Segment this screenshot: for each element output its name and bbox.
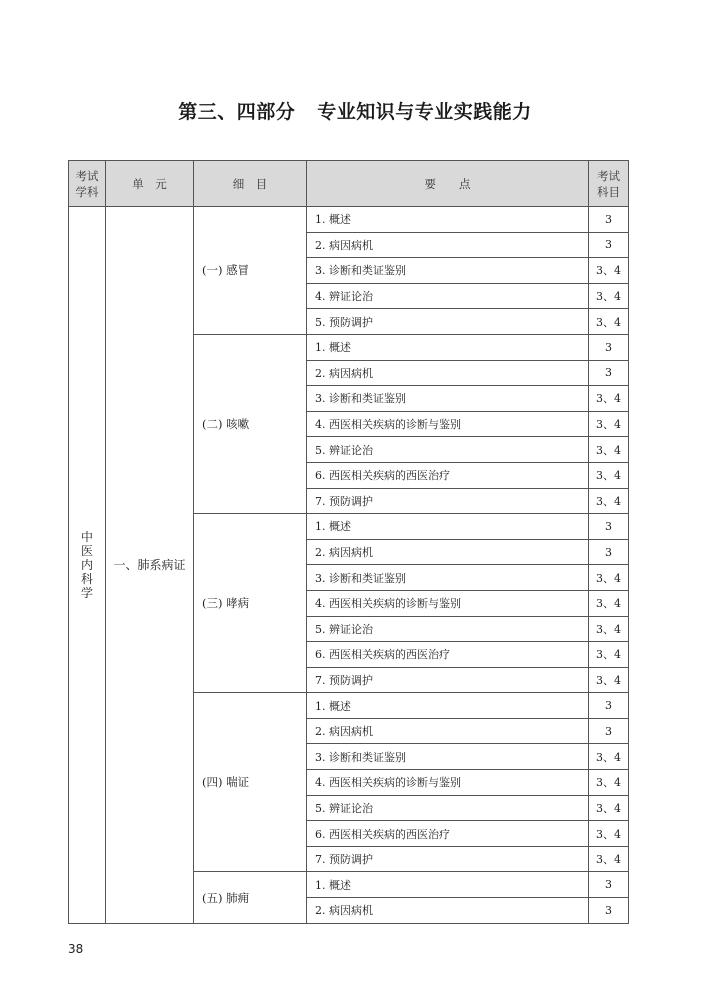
level-cell: 3、4 <box>589 770 629 796</box>
level-cell: 3、4 <box>589 565 629 591</box>
detail-cell: (三) 哮病 <box>194 514 307 693</box>
point-cell: 7. 预防调护 <box>307 846 589 872</box>
title-main: 专业知识与专业实践能力 <box>317 101 532 123</box>
page-title <box>0 97 710 124</box>
level-cell: 3、4 <box>589 667 629 693</box>
detail-cell: (四) 喘证 <box>194 693 307 872</box>
level-cell: 3 <box>589 207 629 233</box>
detail-cell: (二) 咳嗽 <box>194 334 307 513</box>
header-unit: 单 元 <box>106 161 194 207</box>
level-cell: 3 <box>589 539 629 565</box>
unit-cell: 一、肺系病证 <box>106 207 194 924</box>
level-cell: 3、4 <box>589 283 629 309</box>
point-cell: 4. 辨证论治 <box>307 283 589 309</box>
point-cell: 6. 西医相关疾病的西医治疗 <box>307 462 589 488</box>
level-cell: 3、4 <box>589 590 629 616</box>
point-cell: 7. 预防调护 <box>307 667 589 693</box>
level-cell: 3 <box>589 898 629 924</box>
point-cell: 4. 西医相关疾病的诊断与鉴别 <box>307 590 589 616</box>
point-cell: 7. 预防调护 <box>307 488 589 514</box>
point-cell: 3. 诊断和类证鉴别 <box>307 258 589 284</box>
level-cell: 3 <box>589 334 629 360</box>
page-number: 38 <box>68 942 84 956</box>
level-cell: 3、4 <box>589 386 629 412</box>
point-cell: 2. 病因病机 <box>307 539 589 565</box>
table-row <box>69 207 629 233</box>
title-part: 第三、四部分 <box>178 101 296 123</box>
point-cell: 4. 西医相关疾病的诊断与鉴别 <box>307 411 589 437</box>
level-cell: 3、4 <box>589 488 629 514</box>
header-detail: 细 目 <box>194 161 307 207</box>
point-cell: 6. 西医相关疾病的西医治疗 <box>307 642 589 668</box>
level-cell: 3、4 <box>589 462 629 488</box>
table-header-row <box>69 161 629 207</box>
header-points: 要 点 <box>307 161 589 207</box>
level-cell: 3、4 <box>589 309 629 335</box>
point-cell: 2. 病因病机 <box>307 360 589 386</box>
level-cell: 3、4 <box>589 846 629 872</box>
point-cell: 3. 诊断和类证鉴别 <box>307 565 589 591</box>
point-cell: 2. 病因病机 <box>307 718 589 744</box>
point-cell: 1. 概述 <box>307 514 589 540</box>
point-cell: 2. 病因病机 <box>307 898 589 924</box>
point-cell: 5. 预防调护 <box>307 309 589 335</box>
point-cell: 3. 诊断和类证鉴别 <box>307 386 589 412</box>
level-cell: 3 <box>589 514 629 540</box>
level-cell: 3、4 <box>589 437 629 463</box>
level-cell: 3、4 <box>589 411 629 437</box>
subject-cell <box>69 207 106 924</box>
point-cell: 4. 西医相关疾病的诊断与鉴别 <box>307 770 589 796</box>
point-cell: 5. 辨证论治 <box>307 795 589 821</box>
header-subject: 考试学科 <box>69 161 106 207</box>
syllabus-table <box>68 160 629 924</box>
level-cell: 3、4 <box>589 795 629 821</box>
level-cell: 3、4 <box>589 616 629 642</box>
point-cell: 5. 辨证论治 <box>307 437 589 463</box>
point-cell: 2. 病因病机 <box>307 232 589 258</box>
level-cell: 3 <box>589 232 629 258</box>
level-cell: 3、4 <box>589 821 629 847</box>
point-cell: 1. 概述 <box>307 207 589 233</box>
table-body <box>69 207 629 924</box>
subject-text: 中医内科学 <box>80 529 93 600</box>
point-cell: 3. 诊断和类证鉴别 <box>307 744 589 770</box>
header-level: 考试科目 <box>589 161 629 207</box>
point-cell: 1. 概述 <box>307 872 589 898</box>
level-cell: 3 <box>589 693 629 719</box>
level-cell: 3、4 <box>589 258 629 284</box>
detail-cell: (一) 感冒 <box>194 207 307 335</box>
detail-cell: (五) 肺痈 <box>194 872 307 923</box>
point-cell: 1. 概述 <box>307 693 589 719</box>
level-cell: 3 <box>589 872 629 898</box>
point-cell: 5. 辨证论治 <box>307 616 589 642</box>
level-cell: 3、4 <box>589 642 629 668</box>
point-cell: 6. 西医相关疾病的西医治疗 <box>307 821 589 847</box>
level-cell: 3 <box>589 360 629 386</box>
level-cell: 3 <box>589 718 629 744</box>
level-cell: 3、4 <box>589 744 629 770</box>
point-cell: 1. 概述 <box>307 334 589 360</box>
